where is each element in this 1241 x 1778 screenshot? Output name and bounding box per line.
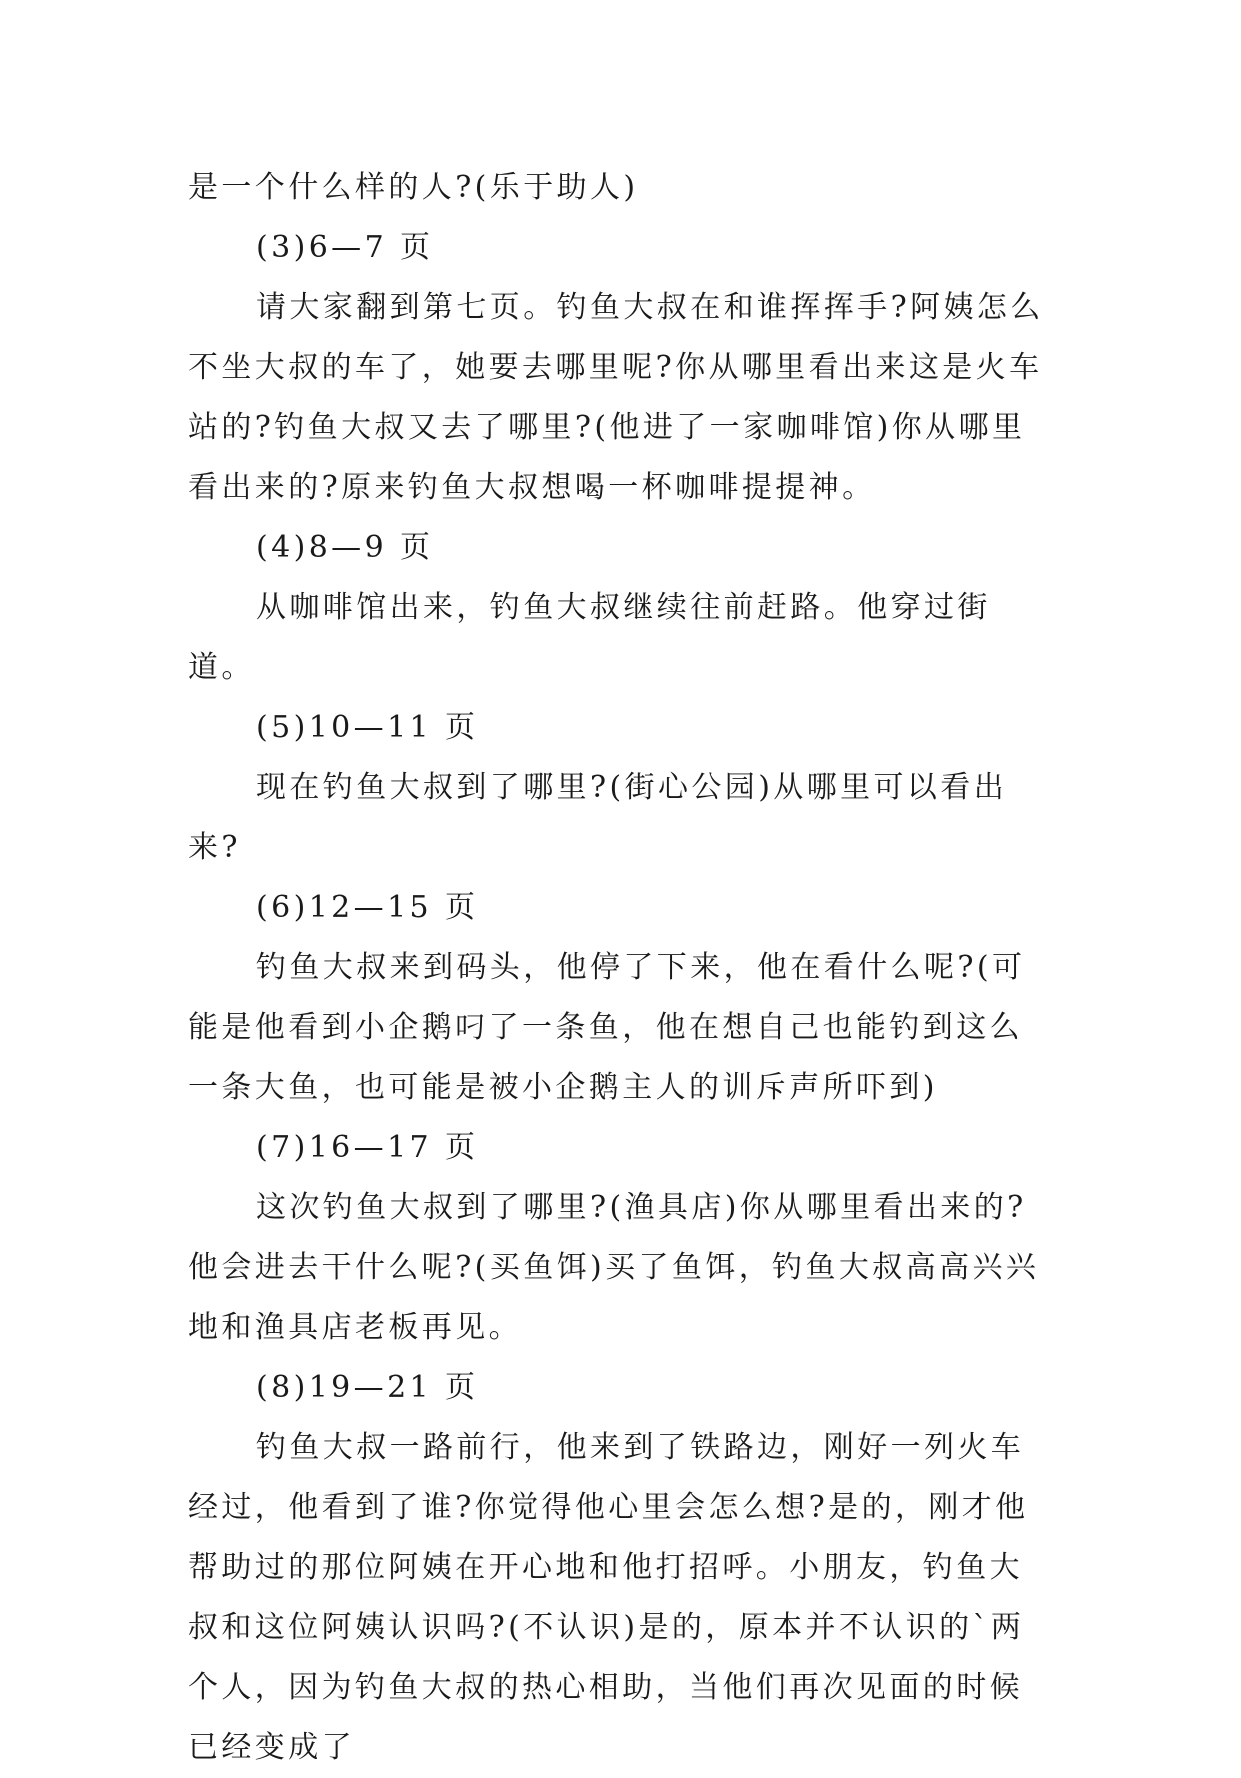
paragraph-section-8: 钓鱼大叔一路前行，他来到了铁路边，刚好一列火车经过，他看到了谁?你觉得他心里会怎么想?是的，刚才他帮助过的那位阿姨在开心地和他打招呼。小朋友，钓鱼大叔和这位阿姨认识吗?(不认识)是的，原本并不认识的`两个人，因为钓鱼大叔的热心相助，当他们再次见面的时候已经变成了 — [188, 1430, 1029, 1765]
paragraph-section-5: 现在钓鱼大叔到了哪里?(街心公园)从哪里可以看出来? — [188, 770, 1008, 865]
document-body — [188, 158, 1048, 1778]
paragraph-section-6: 钓鱼大叔来到码头，他停了下来，他在看什么呢?(可能是他看到小企鹅叼了一条鱼，他在想自己也能钓到这么一条大鱼，也可能是被小企鹅主人的训斥声所吓到) — [188, 950, 1026, 1105]
section-heading-3: (3)6—7 页 — [256, 230, 434, 265]
paragraph-section-4: 从咖啡馆出来，钓鱼大叔继续往前赶路。他穿过街道。 — [188, 590, 991, 685]
section-heading-5: (5)10—11 页 — [256, 710, 479, 745]
paragraph-section-3: 请大家翻到第七页。钓鱼大叔在和谁挥挥手?阿姨怎么不坐大叔的车了，她要去哪里呢?你从哪里看出来这是火车站的?钓鱼大叔又去了哪里?(他进了一家咖啡馆)你从哪里看出来的?原来钓鱼大叔想喝一杯咖啡提提神。 — [188, 290, 1044, 505]
paragraph-1: 是一个什么样的人?(乐于助人) — [188, 170, 639, 205]
section-heading-7: (7)16—17 页 — [256, 1130, 479, 1165]
section-heading-4: (4)8—9 页 — [256, 530, 434, 565]
section-heading-6: (6)12—15 页 — [256, 890, 479, 925]
paragraph-section-7: 这次钓鱼大叔到了哪里?(渔具店)你从哪里看出来的?他会进去干什么呢?(买鱼饵)买了鱼饵，钓鱼大叔高高兴兴地和渔具店老板再见。 — [188, 1190, 1040, 1345]
section-heading-8: (8)19—21 页 — [256, 1370, 479, 1405]
